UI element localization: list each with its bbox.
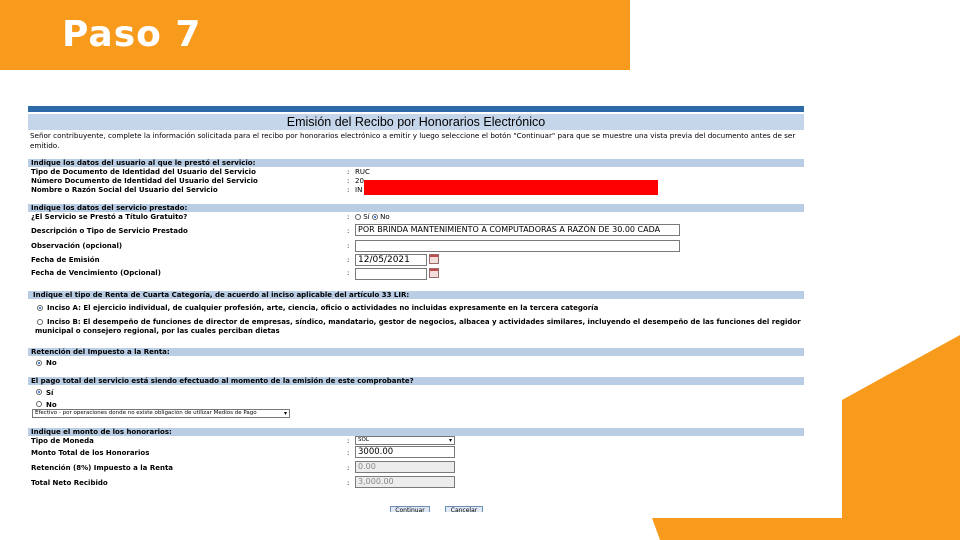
colon: : bbox=[347, 186, 350, 194]
colon: : bbox=[347, 437, 350, 445]
colon: : bbox=[347, 227, 350, 235]
section-service-header: Indique los datos del servicio prestado: bbox=[28, 204, 804, 212]
description-input[interactable]: POR BRINDA MANTENIMIENTO A COMPUTADORAS A RAZÓN DE 30.00 CADA bbox=[355, 224, 680, 236]
colon: : bbox=[347, 168, 350, 176]
payment-method-select[interactable] bbox=[32, 409, 290, 418]
retention-amount-label: Retención (8%) Impuesto a la Renta bbox=[31, 464, 174, 472]
due-date-input[interactable] bbox=[355, 268, 427, 280]
client-name-label: Nombre o Razón Social del Usuario del Servicio bbox=[31, 186, 218, 194]
free-service-label: ¿El Servicio se Prestó a Título Gratuito? bbox=[31, 213, 188, 221]
doc-number-value: 20 bbox=[355, 177, 364, 185]
retention-amount-input: 0.00 bbox=[355, 461, 455, 473]
colon: : bbox=[347, 242, 350, 250]
calendar-icon[interactable] bbox=[429, 254, 439, 264]
doc-number-label: Número Documento de Identidad del Usuario del Servicio bbox=[31, 177, 258, 185]
total-input[interactable]: 3000.00 bbox=[355, 446, 455, 458]
total-label: Monto Total de los Honorarios bbox=[31, 449, 150, 457]
due-date-label: Fecha de Vencimiento (Opcional) bbox=[31, 269, 161, 277]
currency-select[interactable] bbox=[355, 436, 455, 445]
calendar-icon[interactable] bbox=[429, 268, 439, 278]
free-no-label: No bbox=[380, 213, 390, 221]
issue-date-label: Fecha de Emisión bbox=[31, 256, 100, 264]
chevron-down-icon: ▾ bbox=[448, 437, 452, 444]
issue-date-input[interactable]: 12/05/2021 bbox=[355, 254, 427, 266]
form-intro-text: Señor contribuyente, complete la información solicitada para el recibo por honorarios electrónico a emitir y luego seleccione el botón "Continuar" para que se muestre una vista previa del documento antes de ser emitido. bbox=[30, 131, 796, 150]
client-name-value: IN bbox=[355, 186, 363, 194]
net-input: 3,000.00 bbox=[355, 476, 455, 488]
payment-no-radio-wrap bbox=[36, 399, 42, 408]
doc-type-value: RUC bbox=[355, 168, 370, 176]
section-rent-header: Indique el tipo de Renta de Cuarta Categoría, de acuerdo al inciso aplicable del artículo 33 LIR: bbox=[28, 291, 804, 299]
observation-input[interactable] bbox=[355, 240, 680, 252]
colon: : bbox=[347, 256, 350, 264]
currency-label: Tipo de Moneda bbox=[31, 437, 94, 445]
payment-yes-radio[interactable] bbox=[36, 389, 42, 395]
option-a-radio-wrap bbox=[37, 303, 43, 312]
colon: : bbox=[347, 269, 350, 277]
redaction-box bbox=[364, 180, 658, 195]
observation-label: Observación (opcional) bbox=[31, 242, 123, 250]
option-a-label: Inciso A: El ejercicio individual, de cualquier profesión, arte, ciencia, oficio o actividades no incluidas expresamente en la tercera categoría bbox=[47, 304, 599, 312]
option-b-label: Inciso B: El desempeño de funciones de director de empresas, síndico, mandatario, gestor de negocios, albacea y actividades similares, incluyendo el desempeño de las funciones del regidor municipal o consejero regional, por las cuales perciban dietas bbox=[35, 318, 801, 335]
colon: : bbox=[347, 464, 350, 472]
free-yes-label: Sí bbox=[363, 213, 370, 221]
retention-no-label: No bbox=[46, 359, 57, 367]
section-user-header: Indique los datos del usuario al que le prestó el servicio: bbox=[28, 159, 804, 167]
colon: : bbox=[347, 449, 350, 457]
colon: : bbox=[347, 479, 350, 487]
colon: : bbox=[347, 177, 350, 185]
cancel-button[interactable]: Cancelar bbox=[445, 506, 483, 512]
payment-yes-label: Sí bbox=[46, 389, 54, 397]
section-payment-header: El pago total del servicio está siendo efectuado al momento de la emisión de este comprobante? bbox=[28, 377, 804, 385]
description-label: Descripción o Tipo de Servicio Prestado bbox=[31, 227, 188, 235]
form-top-bar bbox=[28, 106, 804, 112]
retention-no-radio[interactable] bbox=[36, 360, 42, 366]
payment-method-value: Efectivo - por operaciones donde no existe obligación de utilizar Medios de Pago bbox=[35, 410, 257, 416]
section-retention-header: Retención del Impuesto a la Renta: bbox=[28, 348, 804, 356]
net-label: Total Neto Recibido bbox=[31, 479, 108, 487]
option-a-radio[interactable] bbox=[37, 305, 43, 311]
free-no-radio[interactable] bbox=[372, 214, 378, 220]
payment-no-radio[interactable] bbox=[36, 401, 42, 407]
currency-value: SOL bbox=[358, 437, 369, 443]
colon: : bbox=[347, 213, 350, 221]
free-yes-radio[interactable] bbox=[355, 214, 361, 220]
chevron-down-icon: ▾ bbox=[283, 410, 287, 417]
payment-yes-radio-wrap bbox=[36, 387, 42, 396]
slide-title: Paso 7 bbox=[62, 14, 202, 55]
continue-button[interactable]: Continuar bbox=[390, 506, 430, 512]
retention-no-radio-wrap bbox=[36, 358, 42, 367]
receipt-form-panel bbox=[28, 106, 804, 512]
section-amount-header: Indique el monto de los honorarios: bbox=[28, 428, 804, 436]
doc-type-label: Tipo de Documento de Identidad del Usuario del Servicio bbox=[31, 168, 256, 176]
payment-no-label: No bbox=[46, 401, 57, 409]
free-service-options bbox=[355, 213, 390, 221]
form-heading: Emisión del Recibo por Honorarios Electrónico bbox=[28, 114, 804, 130]
